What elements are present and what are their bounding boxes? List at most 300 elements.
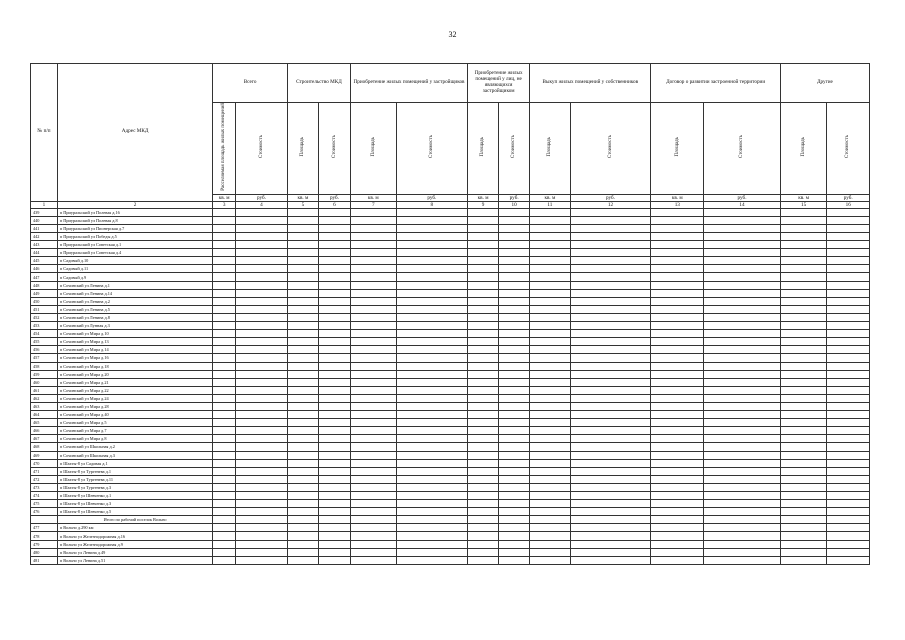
row-value-t-area xyxy=(651,273,704,281)
row-value-c-cost xyxy=(318,305,350,313)
row-value-d-cost xyxy=(396,265,467,273)
table-row xyxy=(31,257,870,265)
row-value-d-area xyxy=(351,394,397,402)
row-index: 450 xyxy=(31,297,58,305)
row-address: п Вольно д.290 км xyxy=(57,524,212,532)
row-address: п Сочинский ул Мира д.22 xyxy=(57,386,212,394)
table-row xyxy=(31,386,870,394)
row-value-total-cost xyxy=(236,500,288,508)
row-value-o-area xyxy=(780,224,827,232)
column-number: 8 xyxy=(396,201,467,208)
row-value-d-area xyxy=(351,338,397,346)
row-value-o-cost xyxy=(827,443,870,451)
row-value-nd-cost xyxy=(499,386,530,394)
row-value-t-cost xyxy=(704,216,781,224)
row-value-o-cost xyxy=(827,281,870,289)
row-value-c-cost xyxy=(318,224,350,232)
row-address: п Сочинский ул Мира д.20 xyxy=(57,370,212,378)
row-index: 477 xyxy=(31,524,58,532)
row-value-o-cost xyxy=(827,402,870,410)
row-value-o-area xyxy=(780,459,827,467)
row-value-b-cost xyxy=(570,322,651,330)
row-value-b-cost xyxy=(570,330,651,338)
row-value-total-area xyxy=(213,362,236,370)
row-value-c-area xyxy=(287,354,318,362)
row-value-o-area xyxy=(780,257,827,265)
row-address: п Шахты-8 ул Тургенева д.11 xyxy=(57,475,212,483)
row-value-nd-area xyxy=(468,378,499,386)
row-value-d-area xyxy=(351,435,397,443)
row-value-nd-cost xyxy=(499,330,530,338)
row-address: п Сочинский ул Мира д.5 xyxy=(57,419,212,427)
row-value-total-area xyxy=(213,402,236,410)
row-value-o-cost xyxy=(827,483,870,491)
row-value-o-cost xyxy=(827,475,870,483)
row-value-t-area xyxy=(651,467,704,475)
row-value-o-cost xyxy=(827,467,870,475)
row-value-total-area xyxy=(213,249,236,257)
row-index: 446 xyxy=(31,265,58,273)
row-value-o-area xyxy=(780,411,827,419)
row-value-o-area xyxy=(780,508,827,516)
row-value-total-area xyxy=(213,411,236,419)
row-value-t-area xyxy=(651,500,704,508)
row-value-d-cost xyxy=(396,443,467,451)
row-value-c-cost xyxy=(318,208,350,216)
table-row xyxy=(31,475,870,483)
row-value-t-cost xyxy=(704,435,781,443)
row-value-c-cost xyxy=(318,257,350,265)
row-value-o-area xyxy=(780,241,827,249)
row-value-total-cost xyxy=(236,548,288,556)
row-value-total-cost xyxy=(236,224,288,232)
row-value-c-cost xyxy=(318,322,350,330)
unit-cost: руб. xyxy=(396,194,467,201)
row-index: 456 xyxy=(31,346,58,354)
row-value-o-cost xyxy=(827,265,870,273)
table-row xyxy=(31,532,870,540)
subheader-developers-cost: Стоимость xyxy=(396,103,467,195)
row-value-o-area xyxy=(780,467,827,475)
row-value-total-area xyxy=(213,257,236,265)
row-value-d-cost xyxy=(396,313,467,321)
row-value-d-area xyxy=(351,548,397,556)
row-value-t-cost xyxy=(704,354,781,362)
row-value-t-area xyxy=(651,346,704,354)
row-value-o-cost xyxy=(827,224,870,232)
row-value-total-cost xyxy=(236,289,288,297)
row-index: 461 xyxy=(31,386,58,394)
row-value-d-cost xyxy=(396,305,467,313)
row-value-d-cost xyxy=(396,346,467,354)
row-value-nd-cost xyxy=(499,402,530,410)
row-value-total-cost xyxy=(236,516,288,524)
row-value-o-area xyxy=(780,540,827,548)
row-value-o-area xyxy=(780,370,827,378)
row-value-t-cost xyxy=(704,540,781,548)
row-value-d-area xyxy=(351,427,397,435)
row-value-t-area xyxy=(651,427,704,435)
row-value-d-cost xyxy=(396,273,467,281)
row-value-nd-area xyxy=(468,362,499,370)
row-value-b-cost xyxy=(570,362,651,370)
row-value-total-cost xyxy=(236,540,288,548)
row-value-o-area xyxy=(780,386,827,394)
row-value-nd-area xyxy=(468,346,499,354)
table-row xyxy=(31,548,870,556)
row-value-c-area xyxy=(287,265,318,273)
table-row xyxy=(31,427,870,435)
row-value-b-area xyxy=(530,281,570,289)
row-value-o-cost xyxy=(827,354,870,362)
row-value-t-area xyxy=(651,508,704,516)
row-value-b-area xyxy=(530,362,570,370)
column-number: 11 xyxy=(530,201,570,208)
row-value-nd-area xyxy=(468,467,499,475)
row-value-t-area xyxy=(651,289,704,297)
row-value-t-area xyxy=(651,435,704,443)
row-value-c-area xyxy=(287,419,318,427)
unit-cost: руб. xyxy=(318,194,350,201)
row-value-d-cost xyxy=(396,289,467,297)
row-value-total-area xyxy=(213,216,236,224)
row-value-b-cost xyxy=(570,289,651,297)
row-value-o-cost xyxy=(827,208,870,216)
row-value-t-area xyxy=(651,216,704,224)
column-number: 5 xyxy=(287,201,318,208)
row-value-b-area xyxy=(530,249,570,257)
row-value-nd-cost xyxy=(499,492,530,500)
row-value-c-cost xyxy=(318,492,350,500)
row-value-total-cost xyxy=(236,370,288,378)
row-value-nd-cost xyxy=(499,322,530,330)
row-value-t-area xyxy=(651,459,704,467)
row-value-d-area xyxy=(351,419,397,427)
row-value-c-cost xyxy=(318,419,350,427)
row-value-nd-area xyxy=(468,249,499,257)
row-value-b-area xyxy=(530,233,570,241)
row-value-total-cost xyxy=(236,467,288,475)
table-row xyxy=(31,394,870,402)
row-address: п Сочинский ул Ленина д.2 xyxy=(57,297,212,305)
header-construction: Строительство МКД xyxy=(287,64,350,103)
row-value-c-cost xyxy=(318,556,350,564)
row-value-nd-area xyxy=(468,548,499,556)
row-value-b-cost xyxy=(570,402,651,410)
row-value-total-cost xyxy=(236,524,288,532)
row-index: 467 xyxy=(31,435,58,443)
row-value-c-cost xyxy=(318,241,350,249)
row-value-o-area xyxy=(780,443,827,451)
row-address: п Шахты-8 ул Тургенева д.3 xyxy=(57,483,212,491)
row-value-d-area xyxy=(351,362,397,370)
row-value-d-area xyxy=(351,556,397,564)
row-value-total-area xyxy=(213,241,236,249)
row-value-o-area xyxy=(780,524,827,532)
row-value-b-cost xyxy=(570,556,651,564)
row-value-d-cost xyxy=(396,419,467,427)
row-value-c-cost xyxy=(318,273,350,281)
column-number: 6 xyxy=(318,201,350,208)
table-row xyxy=(31,346,870,354)
header-total: Всего xyxy=(213,64,288,103)
row-value-b-area xyxy=(530,402,570,410)
row-value-o-area xyxy=(780,273,827,281)
row-value-c-area xyxy=(287,305,318,313)
row-value-nd-area xyxy=(468,289,499,297)
row-value-b-cost xyxy=(570,467,651,475)
row-address: п Сочинский ул Школьная д.2 xyxy=(57,443,212,451)
row-value-nd-cost xyxy=(499,313,530,321)
row-value-d-area xyxy=(351,370,397,378)
row-value-b-cost xyxy=(570,516,651,524)
row-value-b-area xyxy=(530,500,570,508)
header-buyout: Выкуп жилых помещений у собственников xyxy=(530,64,651,103)
row-value-b-cost xyxy=(570,305,651,313)
row-value-b-cost xyxy=(570,508,651,516)
header-from-non-developers: Приобретение жилых помещений у лиц, не являющихся застройщиком xyxy=(468,64,530,103)
row-value-b-area xyxy=(530,322,570,330)
row-value-d-area xyxy=(351,508,397,516)
row-value-total-area xyxy=(213,273,236,281)
table-row xyxy=(31,459,870,467)
row-value-c-area xyxy=(287,322,318,330)
row-value-total-area xyxy=(213,467,236,475)
table-row xyxy=(31,378,870,386)
row-value-total-area xyxy=(213,313,236,321)
row-index: 440 xyxy=(31,216,58,224)
row-index: 475 xyxy=(31,500,58,508)
row-value-b-cost xyxy=(570,532,651,540)
row-value-total-area xyxy=(213,386,236,394)
row-value-o-cost xyxy=(827,516,870,524)
row-value-t-area xyxy=(651,370,704,378)
row-value-d-cost xyxy=(396,516,467,524)
row-index: 449 xyxy=(31,289,58,297)
row-value-t-area xyxy=(651,556,704,564)
row-value-b-area xyxy=(530,467,570,475)
row-value-total-area xyxy=(213,419,236,427)
row-address: п Сочинский ул Ленина д.1 xyxy=(57,281,212,289)
row-value-total-cost xyxy=(236,216,288,224)
row-value-d-area xyxy=(351,297,397,305)
row-value-nd-area xyxy=(468,305,499,313)
row-value-t-cost xyxy=(704,427,781,435)
row-value-total-cost xyxy=(236,443,288,451)
row-address: п Шахты-8 ул Шевченко д.1 xyxy=(57,492,212,500)
row-value-t-cost xyxy=(704,483,781,491)
row-value-d-area xyxy=(351,540,397,548)
row-value-t-cost xyxy=(704,500,781,508)
row-value-c-cost xyxy=(318,216,350,224)
row-value-b-area xyxy=(530,378,570,386)
row-value-d-cost xyxy=(396,459,467,467)
row-value-total-cost xyxy=(236,305,288,313)
row-value-d-cost xyxy=(396,241,467,249)
row-value-total-area xyxy=(213,459,236,467)
row-value-b-cost xyxy=(570,443,651,451)
row-address: п Садовый д.11 xyxy=(57,265,212,273)
table-row xyxy=(31,370,870,378)
row-value-total-area xyxy=(213,394,236,402)
row-value-total-cost xyxy=(236,427,288,435)
row-value-o-cost xyxy=(827,419,870,427)
row-value-total-cost xyxy=(236,354,288,362)
row-address: п Сочинский ул Мира д.24 xyxy=(57,394,212,402)
row-value-c-area xyxy=(287,378,318,386)
column-number: 2 xyxy=(57,201,212,208)
row-value-nd-cost xyxy=(499,224,530,232)
table-row xyxy=(31,273,870,281)
row-value-total-area xyxy=(213,378,236,386)
row-value-c-cost xyxy=(318,370,350,378)
column-number: 9 xyxy=(468,201,499,208)
row-value-b-cost xyxy=(570,548,651,556)
row-value-total-cost xyxy=(236,411,288,419)
row-value-b-cost xyxy=(570,435,651,443)
row-value-d-area xyxy=(351,322,397,330)
table-row xyxy=(31,467,870,475)
row-value-t-area xyxy=(651,313,704,321)
row-value-total-area xyxy=(213,297,236,305)
subheader-developers-area: Площадь xyxy=(351,103,397,195)
row-index: 444 xyxy=(31,249,58,257)
row-value-d-cost xyxy=(396,354,467,362)
table-row xyxy=(31,297,870,305)
table-row xyxy=(31,402,870,410)
row-value-d-cost xyxy=(396,216,467,224)
row-value-o-area xyxy=(780,427,827,435)
row-value-d-cost xyxy=(396,467,467,475)
row-value-nd-cost xyxy=(499,378,530,386)
row-value-nd-area xyxy=(468,208,499,216)
row-address: п Сочинский ул Мира д.8 xyxy=(57,435,212,443)
row-value-total-cost xyxy=(236,322,288,330)
row-index: 468 xyxy=(31,443,58,451)
row-value-nd-area xyxy=(468,443,499,451)
row-value-b-cost xyxy=(570,257,651,265)
row-address: п Сочинский ул Школьная д.3 xyxy=(57,451,212,459)
row-value-nd-cost xyxy=(499,475,530,483)
row-value-b-area xyxy=(530,313,570,321)
subheader-territory-cost: Стоимость xyxy=(704,103,781,195)
row-value-o-area xyxy=(780,289,827,297)
row-value-o-cost xyxy=(827,305,870,313)
row-value-t-area xyxy=(651,524,704,532)
row-value-t-cost xyxy=(704,241,781,249)
row-value-o-cost xyxy=(827,378,870,386)
row-value-c-cost xyxy=(318,249,350,257)
row-value-o-cost xyxy=(827,313,870,321)
row-value-nd-cost xyxy=(499,532,530,540)
row-value-c-cost xyxy=(318,354,350,362)
row-value-c-cost xyxy=(318,516,350,524)
row-value-t-area xyxy=(651,249,704,257)
row-value-o-area xyxy=(780,532,827,540)
column-number: 4 xyxy=(236,201,288,208)
table-header xyxy=(31,64,870,209)
row-value-c-cost xyxy=(318,233,350,241)
row-value-o-cost xyxy=(827,524,870,532)
table-row xyxy=(31,492,870,500)
row-value-nd-cost xyxy=(499,370,530,378)
header-other: Другие xyxy=(780,64,869,103)
row-address: п Садовый д.10 xyxy=(57,257,212,265)
row-value-d-area xyxy=(351,516,397,524)
row-value-d-area xyxy=(351,257,397,265)
row-value-b-cost xyxy=(570,419,651,427)
row-value-c-area xyxy=(287,249,318,257)
row-value-nd-cost xyxy=(499,233,530,241)
row-value-total-area xyxy=(213,508,236,516)
row-value-total-area xyxy=(213,281,236,289)
row-index: 469 xyxy=(31,451,58,459)
row-value-c-area xyxy=(287,362,318,370)
table-row xyxy=(31,362,870,370)
row-address: п Садовый д.9 xyxy=(57,273,212,281)
row-value-o-area xyxy=(780,281,827,289)
table-row xyxy=(31,354,870,362)
row-value-nd-area xyxy=(468,508,499,516)
row-value-d-area xyxy=(351,241,397,249)
subtotal-row xyxy=(31,516,870,524)
row-value-t-cost xyxy=(704,330,781,338)
row-value-d-area xyxy=(351,378,397,386)
row-address: п Сочинский ул Мира д.40 xyxy=(57,411,212,419)
row-value-b-cost xyxy=(570,224,651,232)
row-value-d-area xyxy=(351,330,397,338)
row-value-nd-cost xyxy=(499,249,530,257)
row-value-d-area xyxy=(351,313,397,321)
row-value-total-area xyxy=(213,233,236,241)
row-value-c-area xyxy=(287,233,318,241)
row-value-total-area xyxy=(213,516,236,524)
row-value-o-area xyxy=(780,330,827,338)
row-value-t-area xyxy=(651,540,704,548)
row-value-o-area xyxy=(780,313,827,321)
row-value-c-area xyxy=(287,540,318,548)
row-value-d-cost xyxy=(396,378,467,386)
row-value-b-cost xyxy=(570,346,651,354)
row-value-o-area xyxy=(780,305,827,313)
row-value-d-cost xyxy=(396,394,467,402)
row-value-total-area xyxy=(213,370,236,378)
subheader-non-developers-area: Площадь xyxy=(468,103,499,195)
row-value-t-cost xyxy=(704,508,781,516)
table-row xyxy=(31,281,870,289)
row-value-d-cost xyxy=(396,249,467,257)
row-index: 454 xyxy=(31,330,58,338)
row-value-d-cost xyxy=(396,338,467,346)
row-value-o-cost xyxy=(827,548,870,556)
header-index: № п/п xyxy=(31,64,58,202)
row-value-b-cost xyxy=(570,281,651,289)
row-value-b-area xyxy=(530,451,570,459)
row-value-d-cost xyxy=(396,540,467,548)
table-row xyxy=(31,524,870,532)
table-row xyxy=(31,265,870,273)
row-value-c-cost xyxy=(318,411,350,419)
row-value-o-cost xyxy=(827,257,870,265)
row-value-d-area xyxy=(351,216,397,224)
row-value-b-area xyxy=(530,346,570,354)
row-value-c-cost xyxy=(318,451,350,459)
row-value-b-area xyxy=(530,540,570,548)
row-value-c-area xyxy=(287,443,318,451)
row-value-t-cost xyxy=(704,459,781,467)
row-value-nd-cost xyxy=(499,216,530,224)
row-index: 442 xyxy=(31,233,58,241)
